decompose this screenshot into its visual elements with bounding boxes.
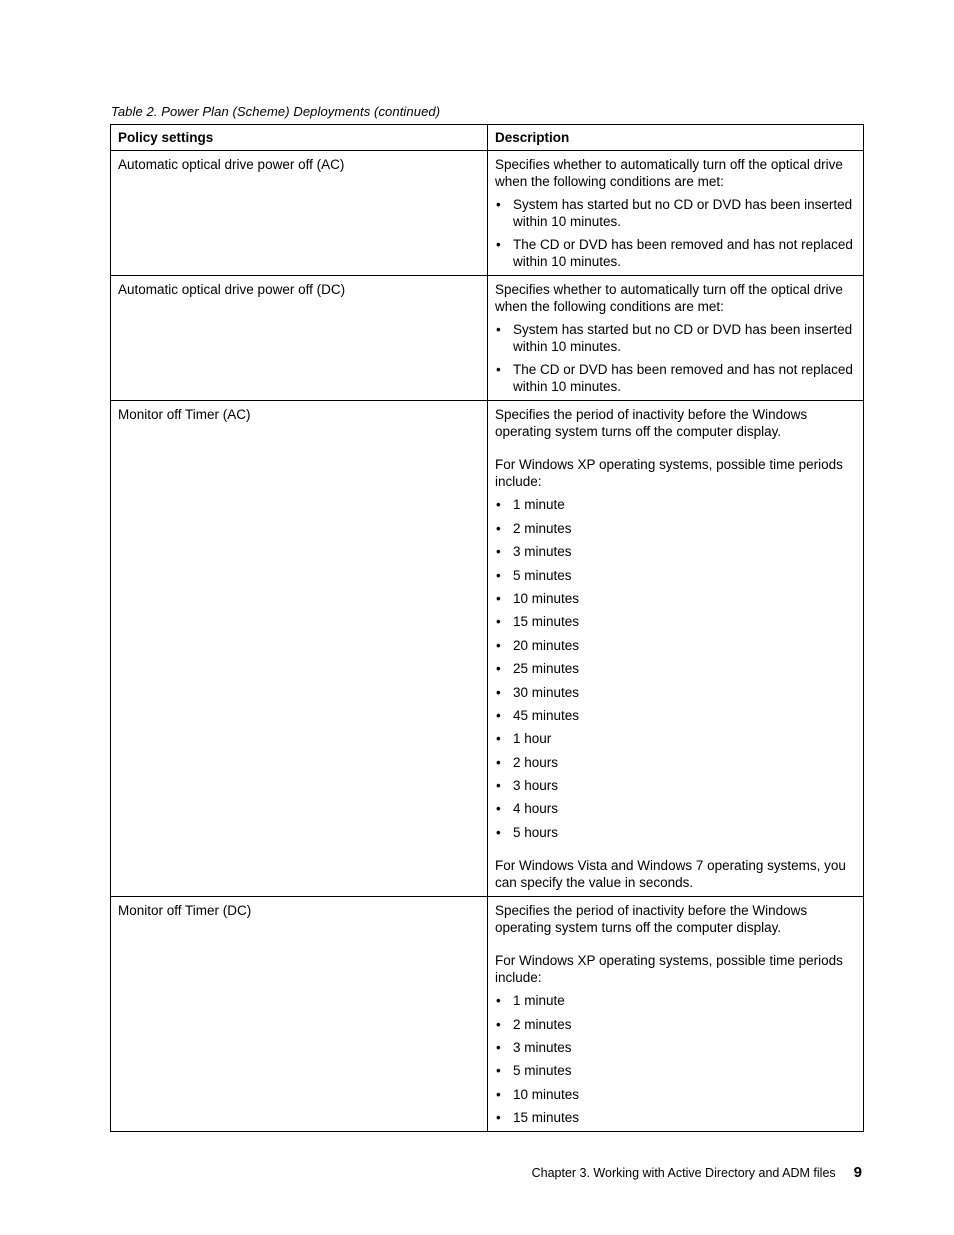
list-item: • 3 hours: [495, 777, 856, 794]
list-item: • 10 minutes: [495, 590, 856, 607]
description-cell: [488, 401, 864, 897]
table-row: [111, 151, 864, 276]
description-intro: Specifies the period of inactivity before the Windows operating system turns off the computer display.: [495, 407, 808, 439]
list-item: • 4 hours: [495, 800, 856, 817]
list-item: • 5 minutes: [495, 567, 856, 584]
list-item: • 5 hours: [495, 824, 856, 841]
page-footer: [532, 1164, 862, 1181]
list-item: • 20 minutes: [495, 637, 856, 654]
list-item: • System has started but no CD or DVD has been inserted within 10 minutes.: [495, 196, 856, 230]
policy-setting-cell: Automatic optical drive power off (DC): [111, 276, 488, 401]
table-row: [111, 401, 864, 897]
list-item: • 15 minutes: [495, 613, 856, 630]
list-item: • 3 minutes: [495, 543, 856, 560]
bullet-list: [495, 496, 856, 840]
list-item: • 3 minutes: [495, 1039, 856, 1056]
description-cell: [488, 276, 864, 401]
list-item: • 1 minute: [495, 992, 856, 1009]
description-intro: Specifies the period of inactivity before the Windows operating system turns off the computer display.: [495, 902, 808, 935]
description-note: For Windows Vista and Windows 7 operating systems, you can specify the value in seconds.: [495, 857, 846, 890]
list-item: • 2 minutes: [495, 1016, 856, 1033]
list-item: • The CD or DVD has been removed and has not replaced within 10 minutes.: [495, 236, 856, 270]
policy-setting-cell: Automatic optical drive power off (AC): [111, 151, 488, 276]
table-row: [111, 896, 864, 1131]
list-item: • 30 minutes: [495, 684, 856, 701]
table-header-row: [111, 125, 864, 151]
description-intro-secondary: For Windows XP operating systems, possible time periods include:: [495, 457, 843, 489]
list-item: • 1 minute: [495, 496, 856, 513]
list-item: • 2 hours: [495, 754, 856, 771]
bullet-list: [495, 321, 856, 395]
list-item: • 25 minutes: [495, 660, 856, 677]
description-cell: [488, 896, 864, 1131]
policy-setting-cell: Monitor off Timer (AC): [111, 401, 488, 897]
column-header-policy: Policy settings: [111, 125, 488, 151]
list-item: • 2 minutes: [495, 520, 856, 537]
list-item: • 5 minutes: [495, 1062, 856, 1079]
description-cell: [488, 151, 864, 276]
policy-setting-cell: Monitor off Timer (DC): [111, 896, 488, 1131]
description-intro: Specifies whether to automatically turn off the optical drive when the following conditions are met:: [495, 157, 843, 189]
bullet-list: [495, 196, 856, 270]
list-item: • The CD or DVD has been removed and has not replaced within 10 minutes.: [495, 361, 856, 395]
page-number: 9: [853, 1164, 862, 1181]
footer-chapter: Chapter 3. Working with Active Directory and ADM files: [531, 1166, 836, 1180]
list-item: • System has started but no CD or DVD has been inserted within 10 minutes.: [495, 321, 856, 355]
column-header-description: Description: [488, 125, 864, 151]
power-plan-table: [110, 124, 864, 1132]
description-intro-secondary: For Windows XP operating systems, possible time periods include:: [495, 952, 843, 985]
list-item: • 10 minutes: [495, 1086, 856, 1103]
table-caption: Table 2. Power Plan (Scheme) Deployments (continued): [111, 104, 441, 119]
table-row: [111, 276, 864, 401]
list-item: • 45 minutes: [495, 707, 856, 724]
list-item: • 15 minutes: [495, 1109, 856, 1126]
bullet-list: [495, 992, 856, 1126]
list-item: • 1 hour: [495, 730, 856, 747]
description-intro: Specifies whether to automatically turn off the optical drive when the following conditions are met:: [495, 282, 843, 314]
